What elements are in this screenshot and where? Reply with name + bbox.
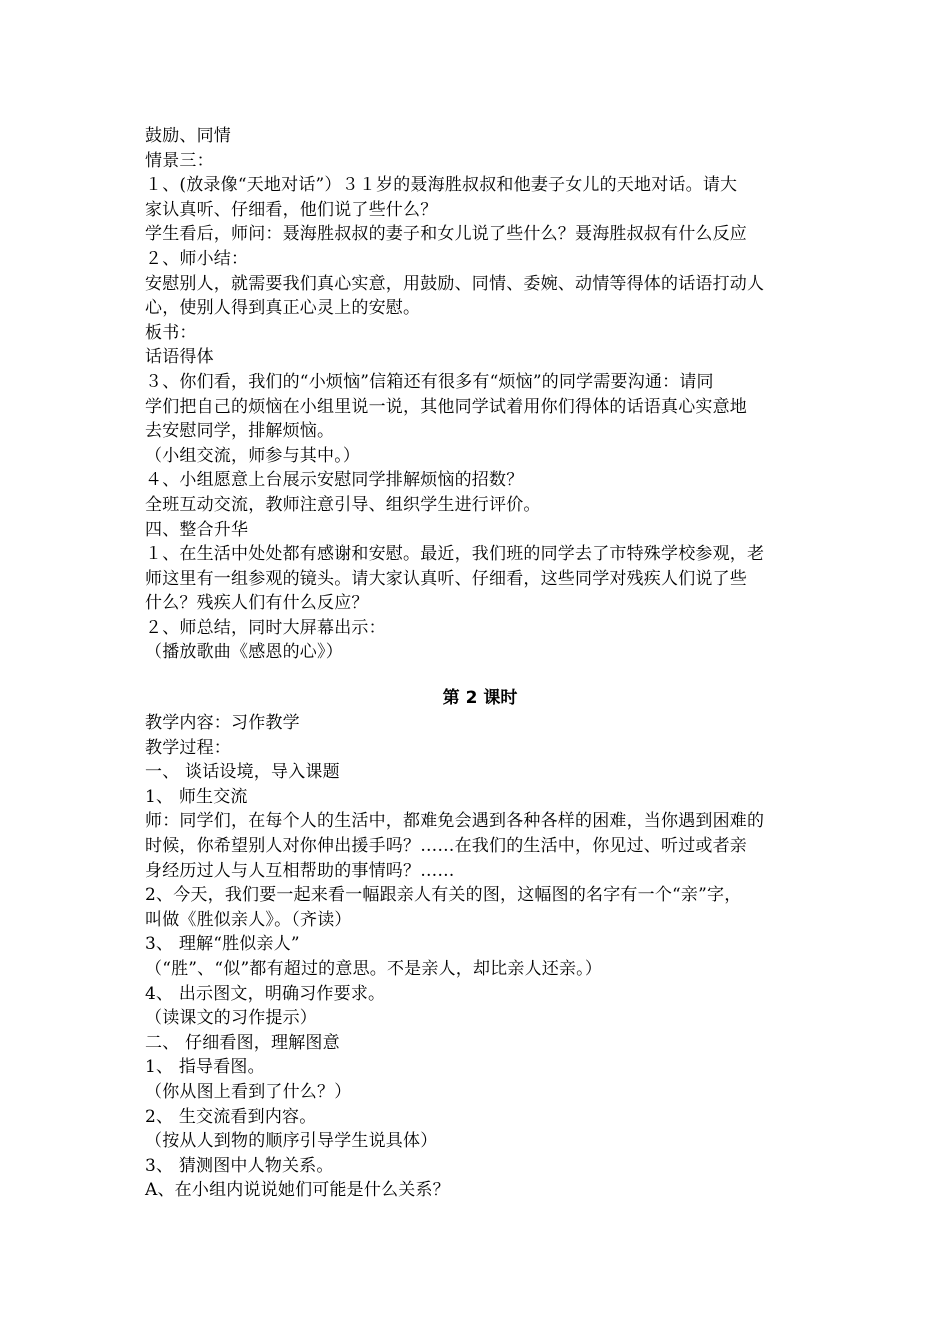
text-line: 1、 指导看图。 [145, 1057, 265, 1078]
text-line: 二、 仔细看图，理解图意 [145, 1032, 340, 1053]
text-line: １、(放录像“天地对话”）３１岁的聂海胜叔叔和他妻子女儿的天地对话。请大 [145, 175, 738, 196]
text-line: ２、师总结，同时大屏幕出示： [145, 617, 386, 638]
text-line: 学们把自己的烦恼在小组里说一说，其他同学试着用你们得体的话语真心实意地 [145, 396, 747, 417]
spacer [145, 665, 815, 685]
text-line: 叫做《胜似亲人》。（齐读） [145, 909, 352, 930]
text-line: 教学过程： [145, 737, 231, 758]
text-line: 3、 猜测图中人物关系。 [145, 1155, 334, 1176]
text-line: （小组交流，师参与其中。） [145, 445, 361, 466]
text-line: 2、今天，我们要一起来看一幅跟亲人有关的图，这幅图的名字有一个“亲”字， [145, 885, 742, 906]
text-line: 板书： [145, 322, 197, 343]
text-line: １、在生活中处处都有感谢和安慰。最近，我们班的同学去了市特殊学校参观，老 [145, 544, 765, 565]
text-line: ２、师小结： [145, 248, 249, 269]
text-line: 什么？残疾人们有什么反应？ [145, 593, 369, 614]
text-line: 师：同学们，在每个人的生活中，都难免会遇到各种各样的困难，当你遇到困难的 [145, 811, 765, 832]
text-line: ４、小组愿意上台展示安慰同学排解烦恼的招数？ [145, 470, 524, 491]
text-line: 学生看后，师问：聂海胜叔叔的妻子和女儿说了些什么？聂海胜叔叔有什么反应 [145, 224, 747, 245]
text-line: 去安慰同学，排解烦恼。 [145, 421, 335, 442]
text-line: 鼓励、同情 [145, 126, 231, 146]
section-one [145, 124, 815, 665]
text-line: （你从图上看到了什么？） [145, 1081, 352, 1102]
text-line: A、在小组内说说她们可能是什么关系？ [145, 1180, 450, 1201]
document-page [145, 124, 815, 1203]
text-line: 心，使别人得到真正心灵上的安慰。 [145, 298, 421, 319]
text-line: （播放歌曲《感恩的心》） [145, 642, 343, 663]
text-line: 2、 生交流看到内容。 [145, 1106, 317, 1127]
text-line: 一、 谈话设境，导入课题 [145, 762, 340, 783]
text-line: 师这里有一组参观的镜头。请大家认真听、仔细看，这些同学对残疾人们说了些 [145, 568, 747, 589]
text-line: 话语得体 [145, 347, 214, 368]
text-line: 1、 师生交流 [145, 786, 248, 807]
text-line: 时候，你希望别人对你伸出援手吗？……在我们的生活中，你见过、听过或者亲 [145, 836, 747, 857]
text-line: 四、整合升华 [145, 519, 249, 540]
text-line: 安慰别人，就需要我们真心实意，用鼓励、同情、委婉、动情等得体的话语打动人 [145, 273, 765, 294]
text-line: 身经历过人与人互相帮助的事情吗？…… [145, 860, 455, 881]
text-line: 情景三： [145, 150, 214, 171]
text-line: ３、你们看，我们的“小烦恼”信箱还有很多有“烦恼”的同学需要沟通：请同 [145, 371, 714, 392]
text-line: 全班互动交流，教师注意引导、组织学生进行评价。 [145, 494, 541, 515]
section-two [145, 711, 815, 1203]
text-line: （按从人到物的顺序引导学生说具体） [145, 1131, 438, 1152]
text-line: 4、 出示图文，明确习作要求。 [145, 983, 386, 1004]
text-line: 教学内容：习作教学 [145, 713, 300, 734]
text-line: 3、 理解“胜似亲人” [145, 934, 300, 955]
text-line: 家认真听、仔细看，他们说了些什么？ [145, 199, 438, 220]
lesson-heading: 第 2 课时 [442, 688, 518, 709]
text-line: （读课文的习作提示） [145, 1008, 317, 1029]
text-line: （“胜”、“似”都有超过的意思。不是亲人，却比亲人还亲。） [145, 959, 603, 979]
